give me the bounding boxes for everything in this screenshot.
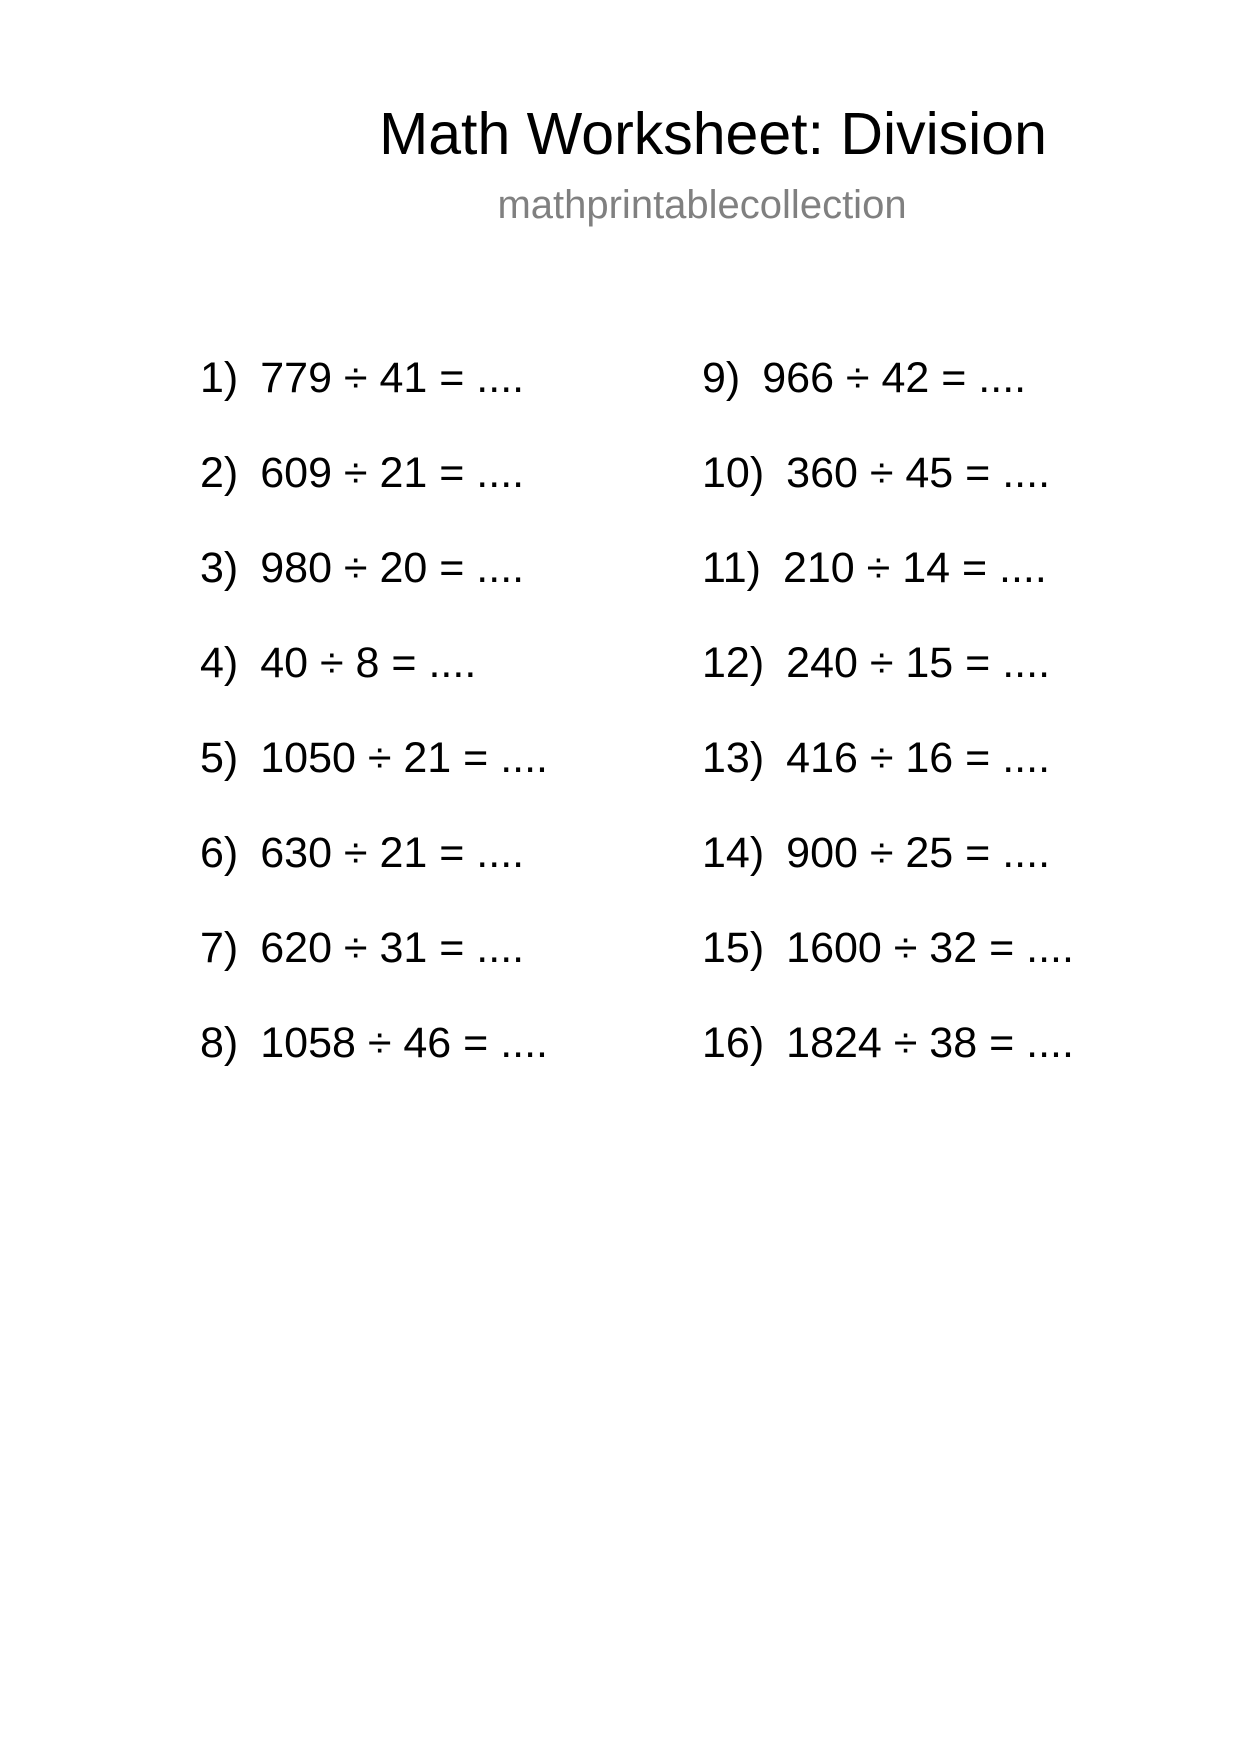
problem-item: [200, 730, 548, 825]
problem-expression: 40 ÷ 8 = ....: [260, 639, 477, 687]
problem-item: [702, 635, 1074, 730]
worksheet-subtitle: mathprintablecollection: [497, 183, 907, 227]
problem-item: [702, 350, 1074, 445]
problem-expression: 966 ÷ 42 = ....: [762, 354, 1027, 402]
problem-number: 11): [702, 544, 761, 592]
problem-number: 5): [200, 734, 239, 782]
problem-expression: 900 ÷ 25 = ....: [786, 829, 1051, 877]
problem-expression: 609 ÷ 21 = ....: [260, 449, 525, 497]
problem-expression: 1600 ÷ 32 = ....: [786, 924, 1074, 972]
problem-expression: 620 ÷ 31 = ....: [260, 924, 525, 972]
problems-right-column: [702, 350, 1074, 1110]
problem-item: [200, 350, 548, 445]
problem-number: 10): [702, 449, 765, 497]
problem-expression: 779 ÷ 41 = ....: [260, 354, 525, 402]
problem-number: 12): [702, 639, 765, 687]
problem-number: 4): [200, 639, 239, 687]
problem-item: [702, 920, 1074, 1015]
problems-left-column: [200, 350, 548, 1110]
problem-item: [200, 635, 548, 730]
problem-number: 16): [702, 1019, 765, 1067]
problem-number: 13): [702, 734, 765, 782]
problem-number: 15): [702, 924, 765, 972]
problem-expression: 630 ÷ 21 = ....: [260, 829, 525, 877]
problem-item: [702, 825, 1074, 920]
problem-expression: 1050 ÷ 21 = ....: [260, 734, 549, 782]
problem-item: [702, 730, 1074, 825]
problem-number: 9): [702, 354, 741, 402]
problem-number: 14): [702, 829, 765, 877]
problem-item: [702, 1015, 1074, 1110]
problem-expression: 980 ÷ 20 = ....: [260, 544, 525, 592]
problem-expression: 416 ÷ 16 = ....: [786, 734, 1051, 782]
problem-number: 3): [200, 544, 239, 592]
problem-item: [200, 540, 548, 635]
problem-number: 6): [200, 829, 239, 877]
problem-expression: 240 ÷ 15 = ....: [786, 639, 1051, 687]
problem-item: [702, 445, 1074, 540]
problem-number: 7): [200, 924, 239, 972]
problem-item: [702, 540, 1074, 635]
problem-number: 1): [200, 354, 239, 402]
problem-expression: 1058 ÷ 46 = ....: [260, 1019, 549, 1067]
problem-expression: 360 ÷ 45 = ....: [786, 449, 1051, 497]
problem-number: 2): [200, 449, 239, 497]
problem-item: [200, 1015, 548, 1110]
worksheet-title: Math Worksheet: Division: [379, 101, 1047, 167]
problem-item: [200, 920, 548, 1015]
problem-number: 8): [200, 1019, 239, 1067]
problem-expression: 1824 ÷ 38 = ....: [786, 1019, 1074, 1067]
problem-item: [200, 825, 548, 920]
problem-expression: 210 ÷ 14 = ....: [782, 544, 1047, 592]
problem-item: [200, 445, 548, 540]
